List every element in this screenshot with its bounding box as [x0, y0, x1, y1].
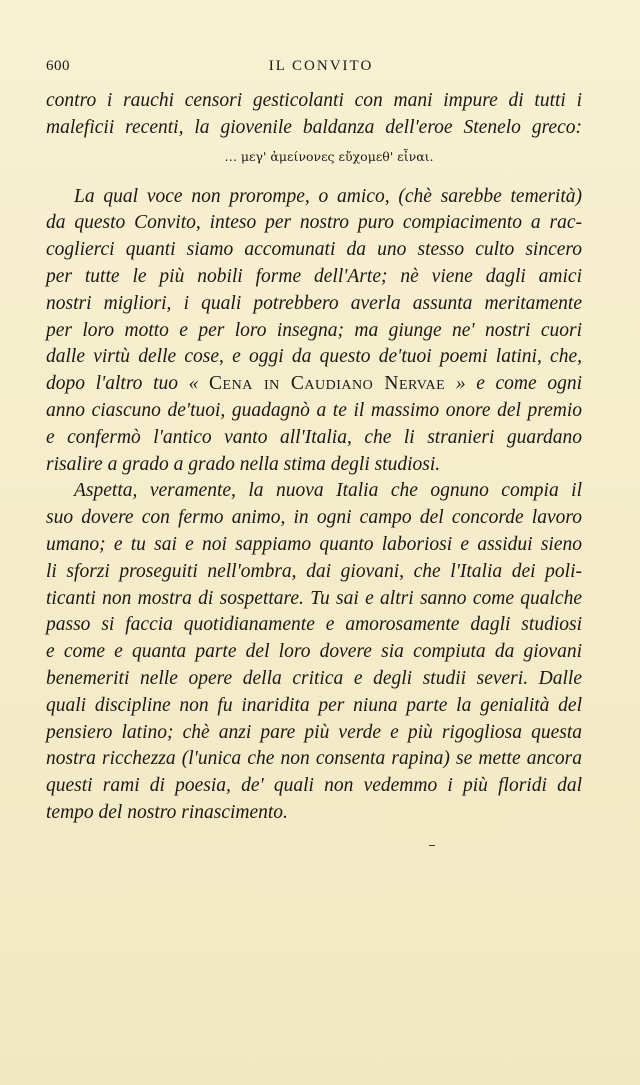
- paragraph-3: [46, 478, 582, 826]
- text-line: Aspetta, veramente, la nuova Italia che ognuno compia il: [74, 480, 582, 502]
- ink-mark: [429, 845, 435, 846]
- text-fragment: dopo l'altro tuo «: [46, 373, 210, 395]
- text-line: e confermò l'antico vanto all'Italia, che li stranieri guardano: [46, 426, 582, 448]
- text-line: tempo del nostro rinascimento.: [46, 801, 288, 823]
- text-line: La qual voce non prorompe, o amico, (chè sarebbe temerità): [74, 185, 582, 207]
- page-number: 600: [46, 58, 70, 74]
- greek-quotation: … μεγ' ἀμείνονες εὔχομεθ' εἶναι.: [224, 148, 434, 164]
- text-line: nostra ricchezza (l'unica che non consenta rapina) se mette ancora: [46, 748, 582, 770]
- text-line-with-title: [46, 371, 582, 398]
- text-line: da questo Convito, inteso per nostro puro compiacimento a rac-: [46, 212, 582, 234]
- text-line: maleficii recenti, la giovenile baldanza dell'eroe Stenelo greco:: [46, 116, 582, 138]
- paragraph-2: [46, 184, 582, 479]
- text-line: li sforzi proseguiti nell'ombra, dai giovani, che l'Italia dei poli-: [46, 560, 582, 582]
- text-line: coglierci quanti siamo accomunati da uno stesso culto sincero: [46, 239, 582, 261]
- text-line: quali discipline non fu inaridita per niuna parte la genialità del: [46, 694, 582, 716]
- text-line: nostri migliori, i quali potrebbero averla assunta meritamente: [46, 292, 582, 314]
- text-line: pensiero latino; chè anzi pare più verde e più rigogliosa questa: [46, 721, 582, 743]
- text-line: dalle virtù delle cose, e oggi da questo de'tuoi poemi latini, che,: [46, 346, 582, 368]
- text-line: umano; e tu sai e noi sappiamo quanto laboriosi e assidui sieno: [46, 533, 582, 555]
- text-line: contro i rauchi censori gesticolanti con mani impure di tutti i: [46, 90, 582, 111]
- running-title: IL CONVITO: [268, 58, 374, 74]
- text-line: passo si faccia quotidianamente e amorosamente dagli studiosi: [46, 614, 582, 636]
- text-line: e come e quanta parte del loro dovere sia compiuta da giovani: [46, 641, 582, 663]
- text-line: benemeriti nelle opere della critica e degli studii severi. Dalle: [46, 667, 582, 689]
- text-line: anno ciascuno de'tuoi, guadagnò a te il massimo onore del premio: [46, 399, 582, 421]
- text-line: per loro motto e per loro insegna; ma giunge ne' nostri cuori: [46, 319, 582, 341]
- text-line: questi rami di poesia, de' quali non vedemmo i più floridi dal: [46, 775, 582, 797]
- page-header: [46, 58, 596, 80]
- text-line: suo dovere con fermo animo, in ogni campo del concorde lavoro: [46, 507, 582, 529]
- body-text: [46, 88, 582, 827]
- text-line: per tutte le più nobili forme dell'Arte; nè viene dagli amici: [46, 265, 582, 287]
- paragraph-1: [46, 88, 582, 142]
- text-line: risalire a grado a grado nella stima degli studiosi.: [46, 453, 441, 475]
- poem-title: Cena in Caudiano Nervae: [209, 373, 446, 395]
- text-line: ticanti non mostra di sospettare. Tu sai e altri sanno come qualche: [46, 587, 582, 609]
- text-fragment: » e come ogni: [445, 373, 582, 395]
